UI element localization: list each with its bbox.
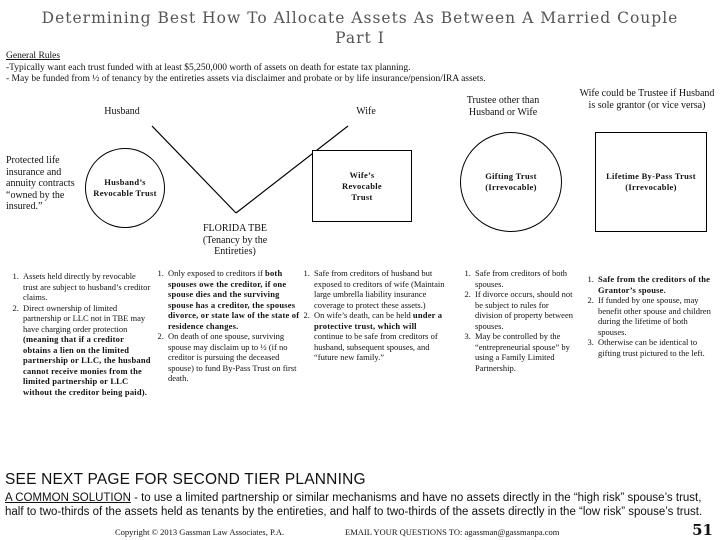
gifting-column: [455, 268, 575, 373]
bypass-column: [578, 274, 716, 358]
tbe-column: [148, 268, 300, 384]
husband-label: Husband: [104, 106, 140, 117]
general-rules-heading: General Rules: [6, 51, 61, 61]
tbe-point-2: 2. On death of one spouse, surviving spouse may disclaim up to ½ (if no creditor is pursuing the deceased spouse) to fund By-Pass Trust on first death.: [166, 331, 300, 384]
lifetime-bypass-trust-label: Lifetime By-Pass Trust (Irrevocable): [606, 171, 696, 192]
gifting-trust: [460, 132, 562, 232]
wife-trustee-label: Wife could be Trustee if Husband is sole grantor (or vice versa): [579, 88, 715, 111]
general-rule-1: -Typically want each trust funded with at least $5,250,000 worth of assets on death for estate tax planning.: [6, 62, 411, 73]
general-rule-2: - May be funded from ½ of tenancy by the entireties assets via disclaimer and probate or by life insurance/pension/IRA assets.: [6, 74, 486, 84]
wife-label: Wife: [356, 106, 376, 117]
husband-column: [3, 271, 153, 397]
copyright: Copyright © 2013 Gassman Law Associates, P.A.: [115, 527, 285, 537]
husband-revocable-trust-label: Husband’s Revocable Trust: [93, 177, 157, 198]
wife-column: [294, 268, 446, 363]
title-line-2: Part I: [335, 29, 385, 47]
wife-revocable-trust-label: Wife’s Revocable Trust: [342, 169, 382, 202]
lifetime-bypass-trust: [595, 132, 707, 232]
gifting-point-3: 3. May be controlled by the “entrepreneurial spouse” by using a Family Limited Partnership.: [473, 331, 575, 373]
bypass-point-2: 2. If funded by one spouse, may benefit other spouse and children during the lifetime of both spouses.: [596, 295, 716, 337]
husband-revocable-trust: [85, 148, 165, 228]
gifting-point-1: 1. Safe from creditors of both spouses.: [473, 268, 575, 289]
gifting-point-2: 2. If divorce occurs, should not be subject to rules for division of property between spouses.: [473, 289, 575, 331]
husband-to-tbe-line: [152, 126, 236, 213]
wife-revocable-trust: [312, 150, 412, 222]
bypass-point-1: 1. Safe from the creditors of the Grantor’s spouse.: [596, 274, 716, 295]
tbe-point-1: 1. Only exposed to creditors if both spouses owe the creditor, if one spouse dies and the surviving spouse has a creditor, the spouses divorce, or state law of the state of residence changes.: [166, 268, 300, 331]
protected-insurance-label: Protected life insurance and annuity contracts “owned by the insured.”: [6, 155, 75, 212]
florida-tbe-label: FLORIDA TBE (Tenancy by the Entireties): [202, 223, 268, 257]
husband-point-1: 1. Assets held directly by revocable trust are subject to husband’s creditor claims.: [21, 271, 153, 303]
bypass-point-3: 3. Otherwise can be identical to gifting trust pictured to the left.: [596, 337, 716, 358]
email-questions: EMAIL YOUR QUESTIONS TO: agassman@gassmanpa.com: [345, 527, 560, 537]
husband-point-2: 2. Direct ownership of limited partnership or LLC not in TBE may have charging order protection (meaning that if a creditor obtains a lien on the limited partnership or LLC, the husband cannot receive monies from the limited partnership or LLC without the creditor being paid).: [21, 303, 153, 398]
wife-point-1: 1. Safe from creditors of husband but exposed to creditors of wife (Maintain large umbrella liability insurance coverage to protect these assets.): [312, 268, 446, 310]
trustee-other-label: Trustee other than Husband or Wife: [466, 95, 540, 118]
common-solution-text: - to use a limited partnership or similar mechanisms and have no assets directly in the “high risk” spouse’s trust, half to two-thirds of the assets held as tenants by the entireties, and half to two-thirds of the assets directly in the “low risk” spouse’s trust.: [5, 492, 703, 518]
see-next-page: SEE NEXT PAGE FOR SECOND TIER PLANNING: [5, 471, 366, 488]
common-solution: [5, 492, 717, 519]
title-line-1: Determining Best How To Allocate Assets As Between A Married Couple: [41, 9, 679, 27]
gifting-trust-label: Gifting Trust (Irrevocable): [485, 171, 537, 192]
common-solution-heading: A COMMON SOLUTION: [5, 492, 131, 504]
page-number: 51: [692, 521, 713, 539]
wife-point-2: 2. On wife’s death, can be held under a protective trust, which will continue to be safe from creditors of husband, subsequent spouses, and “future new family.”: [312, 310, 446, 363]
